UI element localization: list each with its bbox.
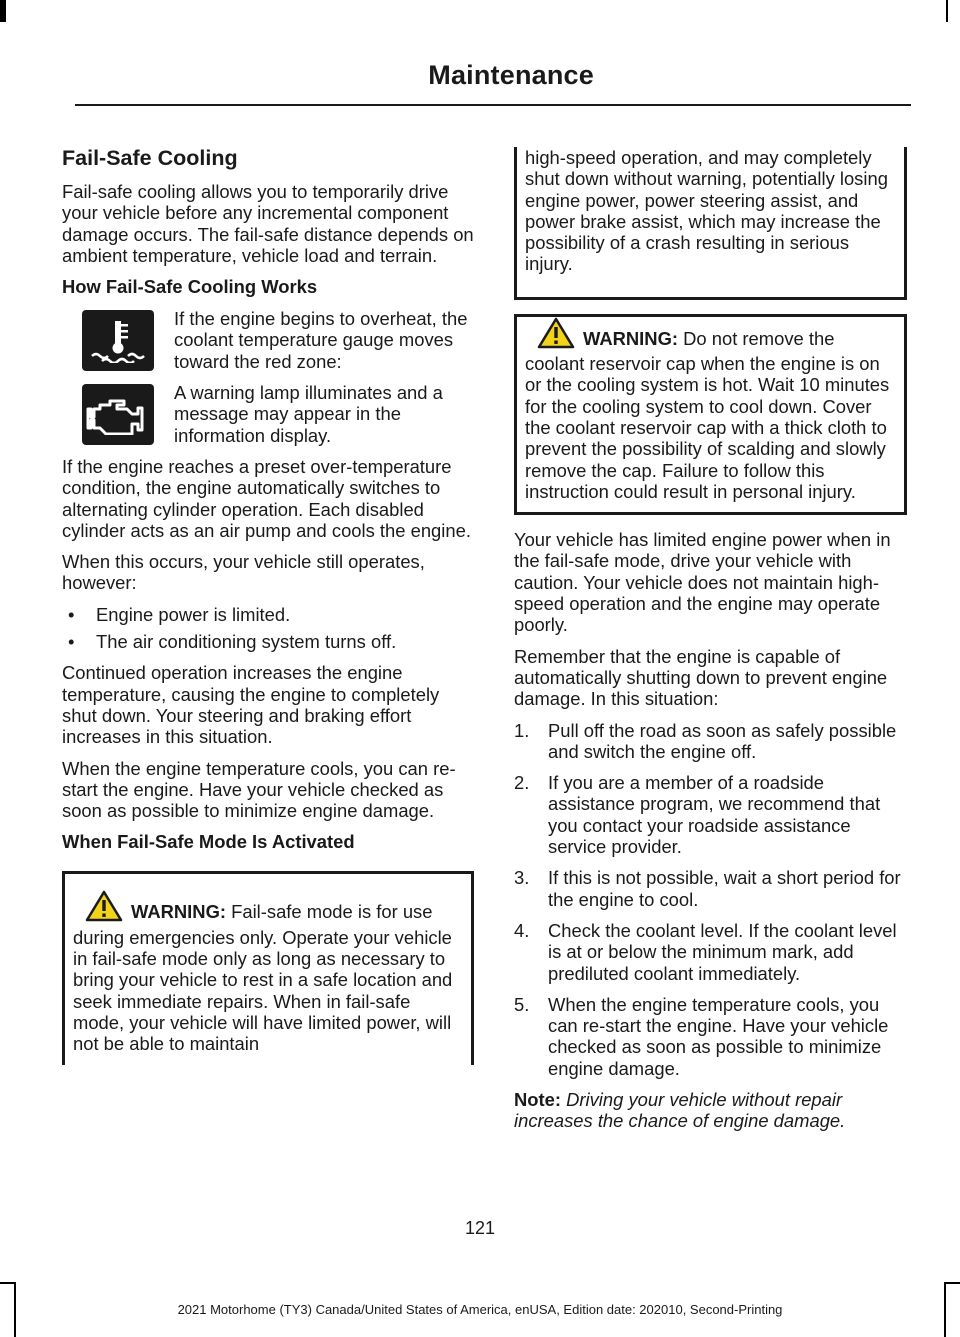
note-label: Note: <box>514 1088 561 1110</box>
bullet-glyph: • <box>68 603 75 625</box>
coolant-temperature-icon <box>82 310 154 371</box>
list-item: 4. Check the coolant level. If the coolant level is at or below the minimum mark, add prediluted coolant immediately. <box>514 919 897 984</box>
occurs-paragraph: When this occurs, your vehicle still operates, however: <box>62 551 425 594</box>
footer-edition: 2021 Motorhome (TY3) Canada/United States of America, enUSA, Edition date: 202010, Second-Printing <box>177 1302 783 1317</box>
list-item: • The air conditioning system turns off. <box>62 631 474 652</box>
coolant-gauge-text: If the engine begins to overheat, the coolant temperature gauge moves toward the red zone: <box>174 308 468 372</box>
continued-paragraph: Continued operation increases the engine temperature, causing the engine to completely shut down. Your steering and braking effort increases in this situation. <box>62 662 440 748</box>
bullet-list <box>62 604 474 653</box>
page-title: Maintenance <box>428 60 594 90</box>
right-column <box>514 147 907 1142</box>
list-item: 2. If you are a member of a roadside assistance program, we recommend that you contact your roadside assistance service provider. <box>514 772 881 858</box>
crop-mark <box>0 1282 16 1284</box>
icon-row-engine <box>62 382 474 446</box>
section-heading: Fail-Safe Cooling <box>62 146 238 170</box>
warning-label: WARNING: <box>131 901 227 923</box>
page-number: 121 <box>464 1218 496 1238</box>
note-text: Driving your vehicle without repair increases the chance of engine damage. <box>514 1088 846 1132</box>
subheading-activated: When Fail-Safe Mode Is Activated <box>62 831 355 853</box>
left-column <box>62 145 474 1065</box>
note-paragraph <box>514 1089 907 1132</box>
warning-text: Do not remove the coolant reservoir cap when the engine is on or the cooling system is hot. Wait 10 minutes for the cooling system to cool down. Cover the coolant reservoir cap with a thick cloth to prevent the possibility of scalding and slowly remove the cap. Failure to follow this instruction could result in personal injury. <box>525 327 890 502</box>
warning-box-failsafe-continued <box>514 147 907 300</box>
warning-box-reservoir <box>514 314 907 515</box>
warning-triangle-icon <box>85 890 123 926</box>
crop-mark <box>0 0 6 22</box>
list-item: 5. When the engine temperature cools, you can re-start the engine. Have your vehicle checked as soon as possible to minimize engine damage. <box>514 993 889 1079</box>
warning-label: WARNING: <box>583 327 679 349</box>
cools-paragraph: When the engine temperature cools, you can re-start the engine. Have your vehicle checked as soon as possible to minimize engine damage. <box>62 757 456 822</box>
list-item: • Engine power is limited. <box>62 604 474 625</box>
list-item: 3. If this is not possible, wait a short period for the engine to cool. <box>514 867 901 910</box>
warning-box-failsafe <box>62 871 474 1064</box>
bullet-glyph: • <box>68 631 75 653</box>
limited-paragraph: Your vehicle has limited engine power when in the fail-safe mode, drive your vehicle with caution. Your vehicle does not maintain high-speed operation and the engine may operate poorly. <box>514 529 891 636</box>
warning-text-continued: high-speed operation, and may completely shut down without warning, potentially losing engine power, power steering assist, and power brake assist, which may increase the possibility of a crash resulting in serious injury. <box>525 147 888 275</box>
intro-paragraph: Fail-safe cooling allows you to temporarily drive your vehicle before any incremental component damage occurs. The fail-safe distance depends on ambient temperature, vehicle load and terrain. <box>62 181 474 266</box>
engine-lamp-text: A warning lamp illuminates and a message may appear in the information display. <box>174 382 443 446</box>
crop-mark <box>946 0 948 22</box>
remember-paragraph: Remember that the engine is capable of automatically shutting down to prevent engine damage. In this situation: <box>514 645 888 710</box>
crop-mark <box>944 1282 960 1284</box>
icon-row-coolant <box>62 308 474 372</box>
steps-list <box>514 720 907 1079</box>
engine-warning-icon <box>82 384 154 445</box>
preset-paragraph: If the engine reaches a preset over-temperature condition, the engine automatically switches to alternating cylinder operation. Each disabled cylinder acts as an air pump and cools the engine. <box>62 455 471 541</box>
warning-triangle-icon <box>537 317 575 353</box>
warning-text: Fail-safe mode is for use during emergencies only. Operate your vehicle in fail-safe mode only as long as necessary to bring your vehicle to rest in a safe location and seek immediate repairs. When in fail-safe mode, your vehicle will have limited power, will not be able to maintain <box>73 901 453 1055</box>
header-rule <box>75 104 911 106</box>
list-item: 1. Pull off the road as soon as safely possible and switch the engine off. <box>514 719 897 762</box>
subheading-how-it-works: How Fail-Safe Cooling Works <box>62 276 318 298</box>
